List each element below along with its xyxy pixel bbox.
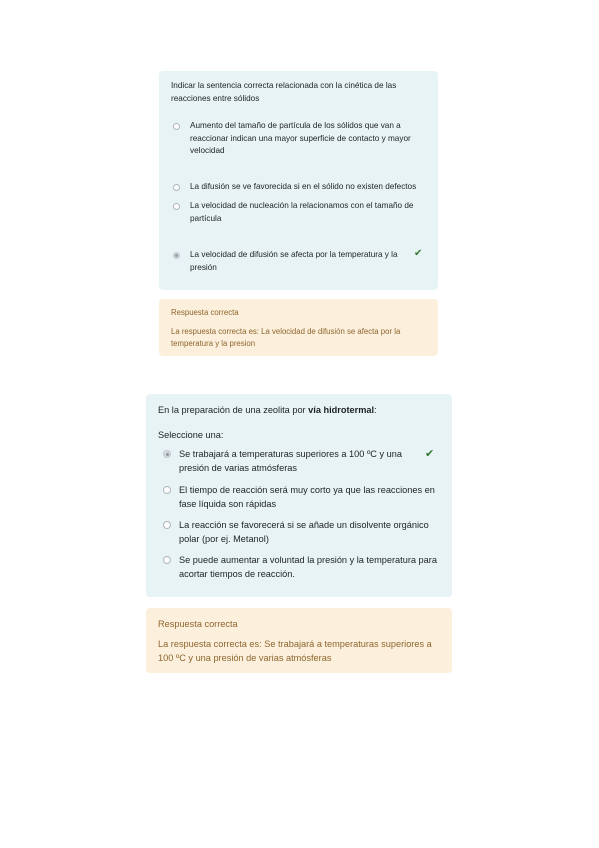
question-1-feedback bbox=[159, 299, 438, 356]
feedback-text: La respuesta correcta es: La velocidad de difusión se afecta por la temperatura y la presion bbox=[171, 326, 401, 348]
option-label: La velocidad de nucleación la relacionamos con el tamaño de partícula bbox=[190, 201, 414, 223]
check-icon: ✔ bbox=[414, 248, 423, 259]
option-label: La reacción se favorecerá si se añade un disolvente orgánico polar (por ej. Metanol) bbox=[179, 520, 429, 544]
option-label: La velocidad de difusión se afecta por la temperatura y la presión bbox=[190, 250, 398, 272]
question-1-option-4[interactable] bbox=[173, 249, 405, 274]
option-label: El tiempo de reacción será muy corto ya que las reacciones en fase líquida son rápidas bbox=[179, 485, 435, 509]
question-1-card bbox=[159, 71, 438, 290]
question-2-card bbox=[146, 394, 452, 597]
radio-button[interactable] bbox=[173, 203, 180, 210]
question-1-option-2[interactable] bbox=[173, 181, 423, 194]
question-2-option-4[interactable] bbox=[163, 553, 441, 581]
radio-button[interactable] bbox=[173, 184, 180, 191]
prompt-bold: vía hidrotermal bbox=[308, 405, 375, 415]
feedback-title: Respuesta correcta bbox=[171, 308, 239, 317]
radio-button[interactable] bbox=[173, 123, 180, 130]
question-2-option-2[interactable] bbox=[163, 483, 438, 511]
question-2-option-3[interactable] bbox=[163, 518, 438, 546]
radio-button-selected[interactable] bbox=[163, 450, 171, 458]
question-2-feedback bbox=[146, 608, 452, 673]
radio-button[interactable] bbox=[163, 556, 171, 564]
option-label: La difusión se ve favorecida si en el sólido no existen defectos bbox=[190, 182, 417, 191]
check-icon: ✔ bbox=[425, 448, 435, 460]
prompt-end: : bbox=[374, 405, 377, 415]
radio-button[interactable] bbox=[163, 486, 171, 494]
question-1-prompt: Indicar la sentencia correcta relacionada con la cinética de las reacciones entre sólidos bbox=[171, 81, 397, 103]
feedback-title: Respuesta correcta bbox=[158, 619, 238, 629]
radio-button-selected[interactable] bbox=[173, 252, 180, 259]
prompt-text: En la preparación de una zeolita por bbox=[158, 405, 309, 415]
question-1-option-3[interactable] bbox=[173, 200, 423, 225]
option-label: Se trabajará a temperaturas superiores a 100 ºC y una presión de varias atmósferas bbox=[179, 449, 402, 473]
question-2-prompt bbox=[158, 403, 440, 417]
option-label: Aumento del tamaño de partícula de los sólidos que van a reaccionar indican una mayor superficie de contacto y mayor velocidad bbox=[190, 121, 411, 155]
radio-button[interactable] bbox=[163, 521, 171, 529]
select-label: Seleccione una: bbox=[158, 430, 224, 440]
option-label: Se puede aumentar a voluntad la presión y la temperatura para acortar tiempos de reacción. bbox=[179, 555, 437, 579]
question-1-option-1[interactable] bbox=[173, 120, 423, 158]
feedback-text: La respuesta correcta es: Se trabajará a temperaturas superiores a 100 ºC y una presión de varias atmósferas bbox=[158, 639, 432, 663]
question-2-option-1[interactable] bbox=[163, 447, 415, 475]
